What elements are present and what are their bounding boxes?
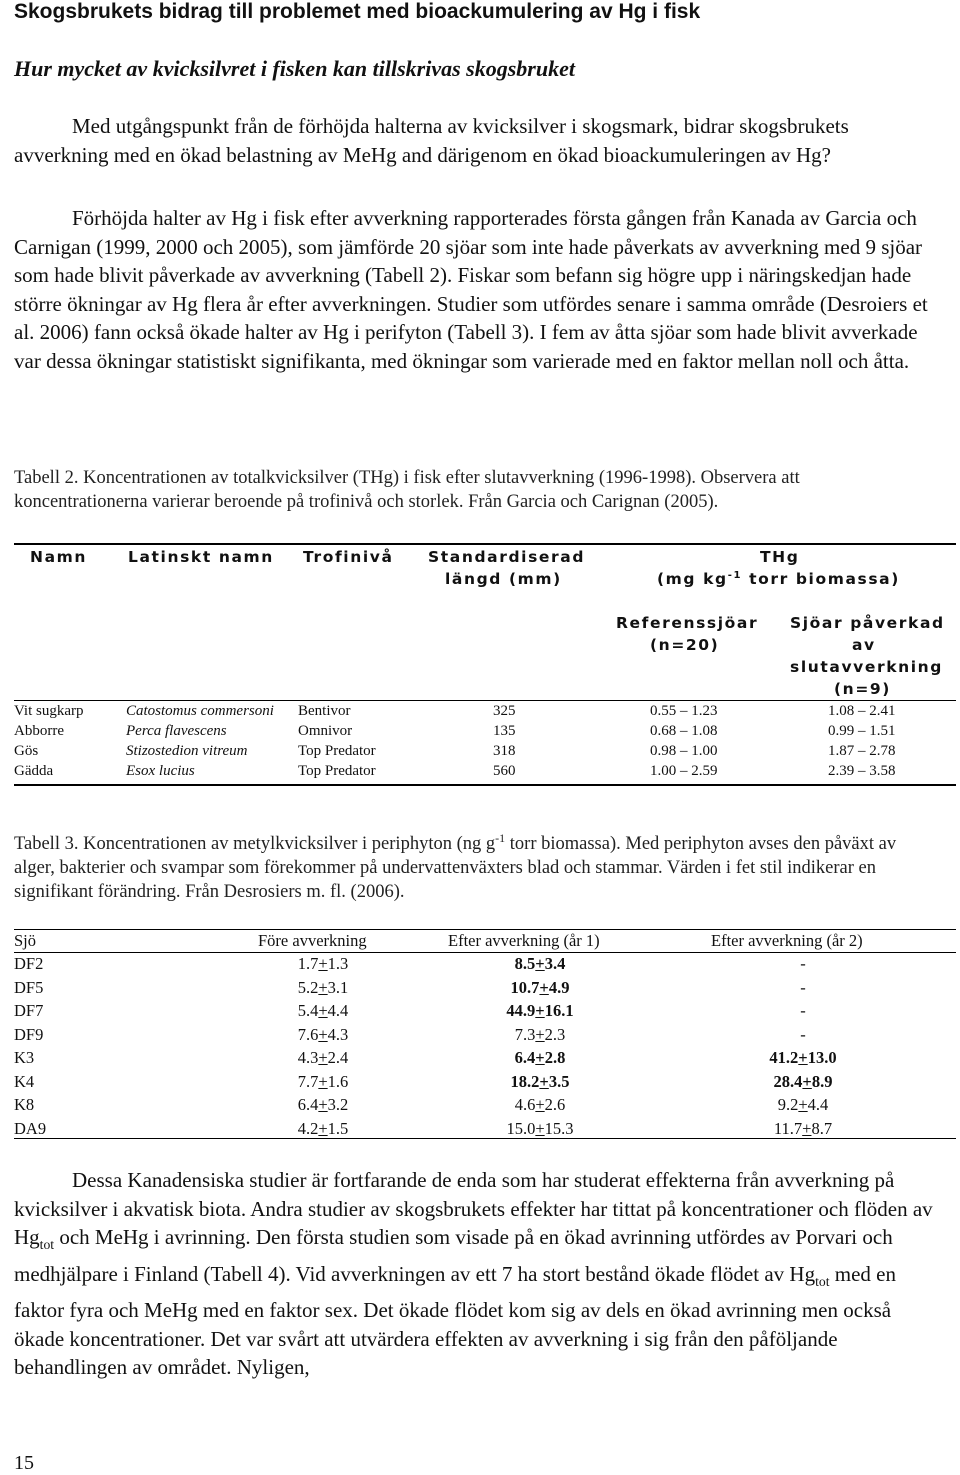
table3-cell-ar2: - bbox=[800, 954, 806, 973]
table2-header-thg-1: THg bbox=[760, 548, 800, 566]
table3-cell-ar1: 8.5+3.4 bbox=[514, 954, 566, 973]
table3-cell-ar1: 15.0+15.3 bbox=[506, 1118, 574, 1138]
table2-cell-latin: Catostomus commersoni bbox=[126, 703, 274, 719]
table3-header-ar1: Efter avverkning (år 1) bbox=[448, 931, 600, 950]
table3-cell-ar2: 41.2+13.0 bbox=[769, 1048, 837, 1067]
table3-top-rule bbox=[14, 929, 956, 930]
table3-cell-fore: 4.2+1.5 bbox=[297, 1118, 349, 1138]
table3-caption: Tabell 3. Koncentrationen av metylkvicksilver i periphyton (ng $g^{-1}$ torr biomassa). Med periphyton avses den påväxt av alger, bakterier och svampar som förekommer på undervattenväxters blad och stammar. Värden i fet stil indikerar en signifikant förändring. Från Desrosiers m. fl. (2006). bbox=[14, 831, 897, 903]
table2-cell-namn: Vit sugkarp bbox=[14, 703, 84, 719]
table3-cell-sjo: K8 bbox=[14, 1095, 35, 1114]
table2-cell-ref: 0.98 – 1.00 bbox=[650, 743, 718, 759]
table2-header-pav-2: av bbox=[852, 636, 876, 654]
table3-cell-ar1: 18.2+3.5 bbox=[510, 1071, 570, 1091]
table3-cell-fore: 5.2+3.1 bbox=[297, 977, 349, 997]
table2-header-ref-1: Referenssjöar bbox=[616, 614, 759, 632]
table2-top-rule bbox=[14, 543, 956, 545]
table2-header-rule bbox=[14, 700, 956, 701]
page-number: 15 bbox=[14, 1452, 34, 1474]
table2-header-pav-1: Sjöar påverkad bbox=[790, 614, 945, 632]
table2-caption: Tabell 2. Koncentrationen av totalkvicksilver (THg) i fisk efter slutavverkning (1996-1998). Observera att koncentrationerna varierar beroende på trofinivå och storlek. Från Garcia och Carignan (2005). bbox=[14, 468, 800, 512]
table2-cell-pav: 1.87 – 2.78 bbox=[828, 743, 896, 759]
table2-header-std-1: Standardiserad bbox=[428, 548, 586, 566]
table3-cell-sjo: DA9 bbox=[14, 1118, 47, 1138]
paragraph-followup-text: Dessa Kanadensiska studier är fortfarande de enda som har studerat effekterna från avverkning på kvicksilver i akvatisk biota. Andra studier av skogsbrukets effekter har tittat på koncentrationer och flöden av $Hg_{tot}$ och MeHg i avrinning. Den första studien som visade på en ökad avrinning utfördes av Porvari och medhjälpare i Finland (Tabell 4). Vid avverkningen av ett 7 ha stort bestånd ökade flödet av $Hg_{tot}$ med en faktor fyra och MeHg med en faktor sex. Det ökade flödet kom sig av dels en ökad avrinning men också ökade koncentrationer. Det var svårt att utvärdera effekten av avverkning i sig från den påföljande behandlingen av området. Nyligen, bbox=[14, 1168, 933, 1380]
table3-cell-sjo: K4 bbox=[14, 1071, 35, 1091]
table2-cell-langd: 135 bbox=[493, 723, 516, 739]
table3-header-rule bbox=[14, 952, 956, 953]
table2-cell-trofi: Top Predator bbox=[298, 743, 376, 759]
table2-cell-ref: 0.68 – 1.08 bbox=[650, 723, 718, 739]
table2-cell-pav: 2.39 – 3.58 bbox=[828, 763, 896, 779]
table3-cell-sjo: K3 bbox=[14, 1048, 35, 1067]
table3-header-fore: Före avverkning bbox=[258, 931, 367, 950]
table3-cell-sjo: DF2 bbox=[14, 954, 44, 973]
table3-cell-ar1: 10.7+4.9 bbox=[510, 977, 570, 997]
table3-cell-fore: 7.6+4.3 bbox=[297, 1024, 349, 1044]
table2-cell-namn: Abborre bbox=[14, 723, 64, 739]
table3-header-sjo: Sjö bbox=[14, 931, 37, 950]
table3-cell-ar1: 4.6+2.6 bbox=[514, 1095, 566, 1114]
table2-bottom-rule bbox=[14, 784, 956, 786]
paragraph-followup bbox=[14, 1166, 944, 1382]
table3-cell-sjo: DF7 bbox=[14, 1001, 44, 1020]
table3-cell-sjo: DF5 bbox=[14, 977, 44, 997]
table2-header-namn: Namn bbox=[30, 548, 88, 566]
table3-cell-fore: 4.3+2.4 bbox=[297, 1048, 349, 1067]
page-title: Skogsbrukets bidrag till problemet med bioackumulering av Hg i fisk bbox=[14, 0, 701, 23]
table2-header-thg-2: (mg $kg^{-1}$ torr biomassa) bbox=[657, 570, 900, 589]
table2-header-std-2: längd (mm) bbox=[445, 570, 562, 588]
table3-cell-ar2: - bbox=[800, 977, 806, 997]
table2-cell-langd: 318 bbox=[493, 743, 516, 759]
table2-cell-ref: 0.55 – 1.23 bbox=[650, 703, 718, 719]
table3-bottom-rule bbox=[14, 1138, 956, 1139]
paragraph-findings-text: Förhöjda halter av Hg i fisk efter avverkning rapporterades första gången från Kanada av Garcia och Carnigan (1999, 2000 och 2005), som jämförde 20 sjöar som inte hade påverkats av avverkning med 9 sjöar som hade blivit påverkade av avverkning (Tabell 2). Fiskar som befann sig högre upp i näringskedjan hade större ökningar av Hg flera år efter avverkningen. Studier som utfördes senare i samma område (Desroiers et al. 2006) fann också ökade halter av Hg i perifyton (Tabell 3). I fem av åtta sjöar som hade blivit avverkade var dessa ökningar statistiskt signifikanta, med ökningar som varierade med en faktor mellan noll och åtta. bbox=[14, 206, 928, 373]
table3-cell-ar2: 9.2+4.4 bbox=[777, 1095, 829, 1114]
table2-cell-trofi: Top Predator bbox=[298, 763, 376, 779]
table3-cell-ar2: - bbox=[800, 1001, 806, 1020]
table2-header-pav-4: (n=9) bbox=[834, 680, 891, 698]
table3-cell-ar1: 7.3+2.3 bbox=[514, 1024, 566, 1044]
paragraph-intro-text: Med utgångspunkt från de förhöjda halterna av kvicksilver i skogsmark, bidrar skogsbrukets avverkning med en ökad belastning av MeHg and därigenom en ökad bioackumuleringen av Hg? bbox=[14, 114, 849, 167]
table3-cell-fore: 5.4+4.4 bbox=[297, 1001, 349, 1020]
table3-cell-fore: 1.7+1.3 bbox=[297, 954, 349, 973]
table3-cell-sjo: DF9 bbox=[14, 1024, 44, 1044]
table3-cell-ar1: 44.9+16.1 bbox=[506, 1001, 574, 1020]
table3-cell-fore: 6.4+3.2 bbox=[297, 1095, 349, 1114]
table3-cell-ar2: 11.7+8.7 bbox=[773, 1118, 833, 1138]
table3-cell-ar2: - bbox=[800, 1024, 806, 1044]
table3-header-ar2: Efter avverkning (år 2) bbox=[711, 931, 863, 950]
table3-cell-ar2: 28.4+8.9 bbox=[773, 1071, 833, 1091]
table2-cell-trofi: Omnivor bbox=[298, 723, 353, 739]
table2-header-ref-2: (n=20) bbox=[650, 636, 720, 654]
table2-cell-pav: 0.99 – 1.51 bbox=[828, 723, 896, 739]
table2-cell-namn: Gös bbox=[14, 743, 39, 759]
table2-header-latin: Latinskt namn bbox=[128, 548, 274, 566]
table2-header-trofi: Trofinivå bbox=[303, 548, 394, 566]
table2-cell-namn: Gädda bbox=[14, 763, 54, 779]
table2-cell-ref: 1.00 – 2.59 bbox=[650, 763, 718, 779]
table2-cell-latin: Stizostedion vitreum bbox=[126, 743, 248, 759]
paragraph-intro bbox=[14, 112, 944, 169]
table2-cell-pav: 1.08 – 2.41 bbox=[828, 703, 896, 719]
table3-cell-fore: 7.7+1.6 bbox=[297, 1071, 349, 1091]
table2-cell-langd: 325 bbox=[493, 703, 516, 719]
table2-cell-latin: Esox lucius bbox=[126, 763, 195, 779]
paragraph-findings bbox=[14, 204, 944, 375]
table2-cell-latin: Perca flavescens bbox=[126, 723, 227, 739]
table2-cell-trofi: Bentivor bbox=[298, 703, 351, 719]
table3-cell-ar1: 6.4+2.8 bbox=[514, 1048, 566, 1067]
section-subtitle: Hur mycket av kvicksilvret i fisken kan tillskrivas skogsbruket bbox=[14, 56, 575, 81]
table2-header-pav-3: slutavverkning bbox=[790, 658, 943, 676]
table2-cell-langd: 560 bbox=[493, 763, 516, 779]
